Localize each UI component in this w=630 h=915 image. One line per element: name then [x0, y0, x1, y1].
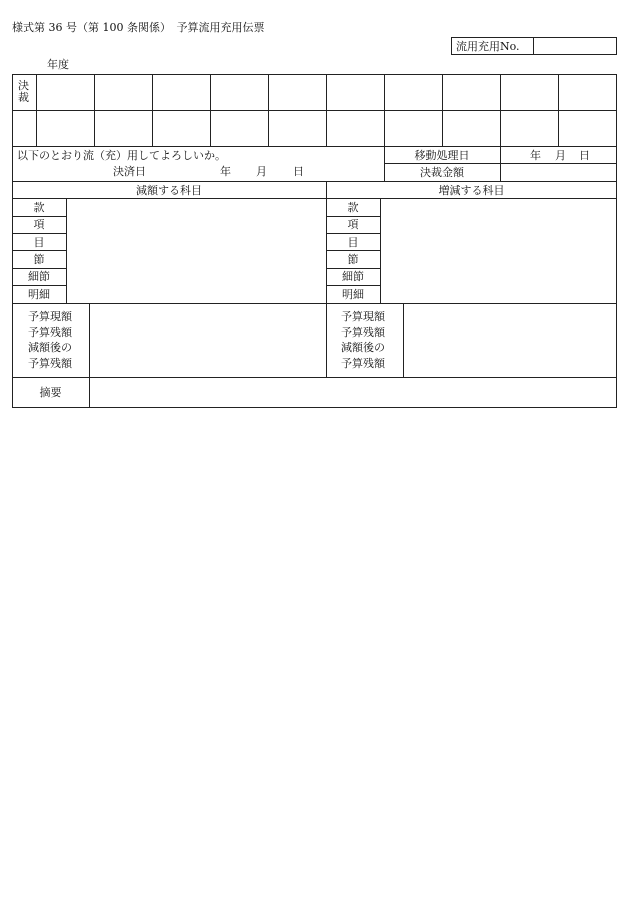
left-item-row-line — [12, 233, 66, 234]
approved-year-label: 年 — [220, 165, 231, 178]
right-budget-remaining: 予算残額 — [341, 325, 385, 339]
left-item-entry-area[interactable] — [67, 199, 325, 302]
date-value-divider — [500, 146, 501, 181]
left-budget-current: 予算現額 — [28, 310, 72, 323]
right-item-moku: 目 — [347, 236, 359, 249]
stamp-col-divider — [94, 74, 95, 146]
stamp-col-divider — [326, 74, 327, 146]
stamp-col-divider — [210, 74, 211, 146]
left-item-row-line — [12, 285, 66, 286]
stamp-col-divider — [268, 74, 269, 146]
request-bottom-line — [12, 181, 617, 182]
right-item-meisai: 明細 — [342, 288, 364, 301]
approved-month-label: 月 — [256, 165, 267, 178]
left-budget-after: 減額後の — [28, 341, 72, 354]
voucher-number-field[interactable] — [535, 38, 615, 54]
decrease-title: 減額する科目 — [136, 184, 202, 197]
stamp-col-divider — [152, 74, 153, 146]
approved-date-label: 決済日 — [113, 165, 146, 178]
summary-field[interactable] — [90, 378, 616, 407]
right-item-saisetsu: 細節 — [342, 270, 364, 283]
right-item-row-line — [326, 233, 380, 234]
approval-label: 決裁 — [18, 79, 29, 104]
right-budget-current: 予算現額 — [341, 310, 385, 323]
left-item-moku: 目 — [33, 236, 45, 249]
left-budget-entry-area[interactable] — [90, 304, 325, 376]
approval-label-divider — [36, 74, 37, 146]
form-title: 様式第 36 号（第 100 条関係） 予算流用充用伝票 — [12, 21, 265, 34]
left-budget-remaining: 予算残額 — [28, 325, 72, 339]
right-item-kou: 項 — [347, 218, 359, 231]
left-item-row-line — [12, 268, 66, 269]
approval-bottom-line — [12, 146, 617, 147]
left-budget-after-remaining: 予算残額 — [28, 356, 72, 370]
right-budget-labels — [341, 309, 385, 371]
voucher-number-divider — [533, 37, 534, 55]
left-item-kan: 款 — [33, 201, 45, 214]
right-budget-after: 減額後の — [341, 341, 385, 354]
stamp-col-divider — [384, 74, 385, 146]
right-budget-entry-area[interactable] — [404, 304, 616, 376]
left-item-row-line — [12, 250, 66, 251]
right-item-row-line — [326, 216, 380, 217]
approval-amount-field[interactable] — [502, 165, 615, 180]
left-item-meisai: 明細 — [28, 288, 50, 301]
approval-row-divider — [12, 110, 617, 111]
right-item-entry-area[interactable] — [381, 199, 616, 302]
left-item-saisetsu: 細節 — [28, 270, 50, 283]
request-sentence: 以下のとおり流（充）用してよろしいか。 — [17, 149, 226, 162]
summary-label: 摘要 — [39, 386, 62, 399]
left-item-row-line — [12, 216, 66, 217]
move-day-label: 日 — [579, 149, 590, 162]
voucher-number-label: 流用充用No. — [456, 40, 520, 53]
right-item-row-line — [326, 285, 380, 286]
right-item-kan: 款 — [347, 201, 359, 214]
move-date-label: 移動処理日 — [414, 149, 470, 162]
stamp-col-divider — [442, 74, 443, 146]
right-budget-after-remaining: 予算残額 — [341, 356, 385, 370]
move-year-label: 年 — [530, 149, 541, 162]
right-item-setsu: 節 — [347, 253, 359, 266]
left-budget-labels — [28, 309, 72, 371]
right-item-row-line — [326, 268, 380, 269]
approval-amount-label: 決裁金額 — [420, 166, 464, 179]
left-item-setsu: 節 — [33, 253, 45, 266]
stamp-col-divider — [500, 74, 501, 146]
stamp-col-divider — [558, 74, 559, 146]
approved-day-label: 日 — [293, 165, 304, 178]
fiscal-year-label: 年度 — [47, 58, 69, 71]
right-item-row-line — [326, 250, 380, 251]
left-item-kou: 項 — [33, 218, 45, 231]
increase-title: 増減する科目 — [438, 184, 505, 197]
move-month-label: 月 — [555, 149, 566, 162]
